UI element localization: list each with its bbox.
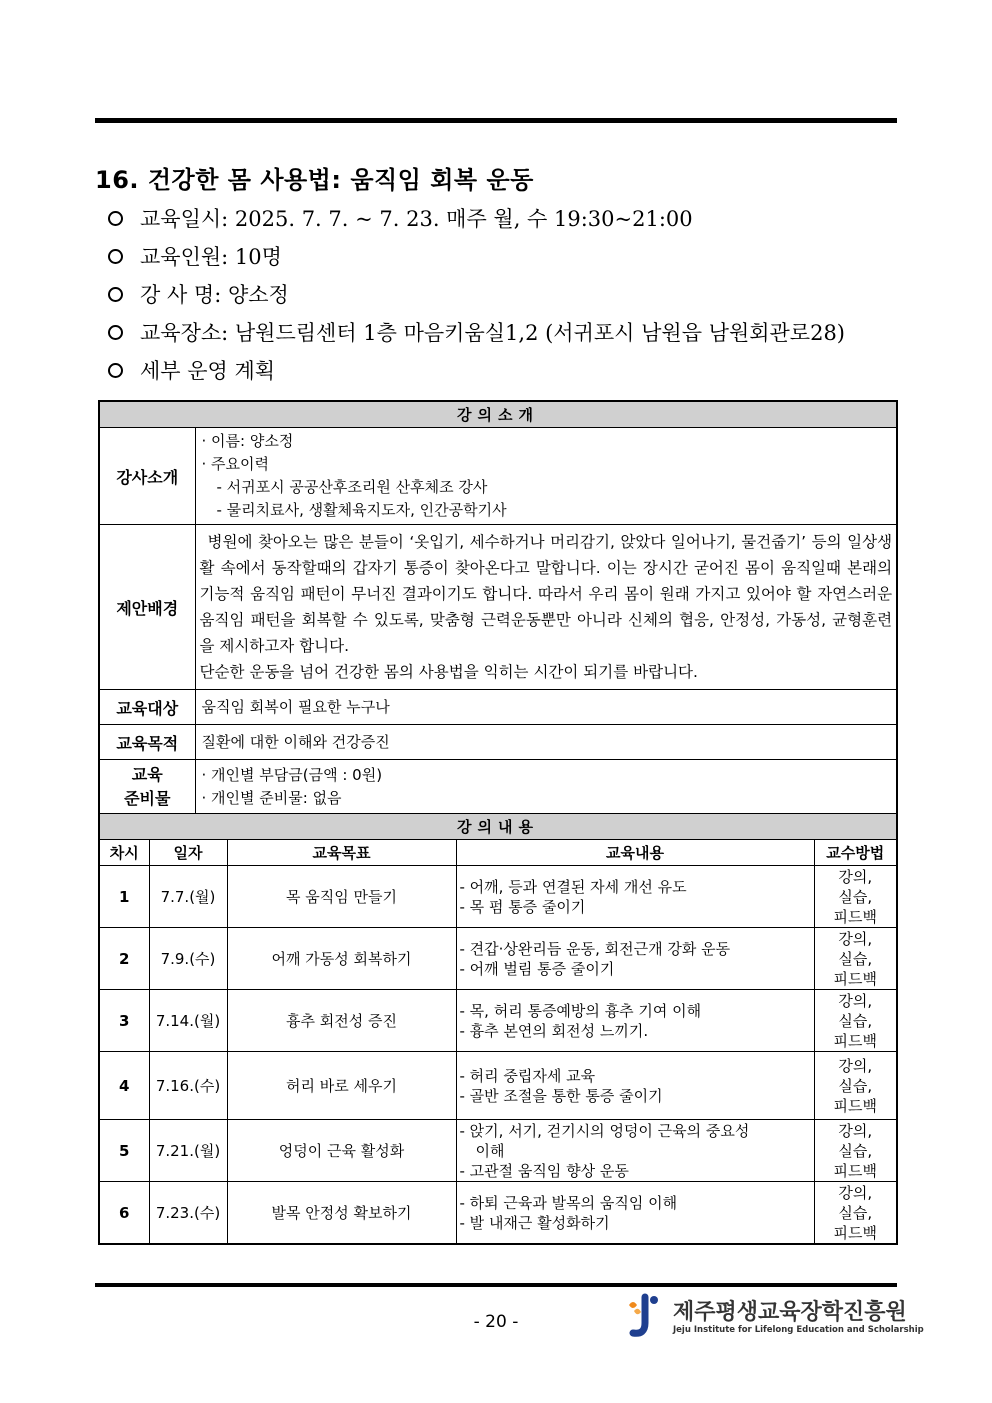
content-line: - 발 내재근 활성화하기: [459, 1213, 610, 1232]
method-line: 피드백: [833, 1161, 878, 1180]
method-line: 실습,: [838, 887, 873, 906]
session-content: [456, 1182, 814, 1245]
method-line: 피드백: [833, 907, 878, 926]
content-line: - 앉기, 서기, 걷기시의 엉덩이 근육의 중요성: [459, 1121, 750, 1140]
session-row: [99, 990, 897, 1052]
session-number: 5: [99, 1120, 149, 1182]
session-content: [456, 928, 814, 990]
session-row: [99, 928, 897, 990]
content-line: - 어깨, 등과 연결된 자세 개선 유도: [459, 877, 687, 896]
lecture-plan-table: [98, 400, 898, 1245]
prep-label: 교육 준비물: [99, 760, 195, 814]
session-rows: [99, 866, 897, 1245]
content-line: - 흉추 본연의 회전성 느끼기.: [459, 1021, 649, 1040]
session-number: 2: [99, 928, 149, 990]
session-content: [456, 1120, 814, 1182]
session-number: 1: [99, 866, 149, 928]
method-line: 강의,: [838, 1183, 873, 1202]
session-date: 7.7.(월): [149, 866, 227, 928]
session-date: 7.16.(수): [149, 1052, 227, 1120]
session-method: [814, 928, 897, 990]
content-line: - 목 펌 통증 줄이기: [459, 897, 586, 916]
top-rule: [95, 118, 897, 123]
instructor-label: 강사소개: [99, 428, 195, 525]
circle-bullet-icon: [108, 249, 123, 264]
session-goal: 목 움직임 만들기: [227, 866, 456, 928]
method-line: 피드백: [833, 1031, 878, 1050]
session-method: [814, 1052, 897, 1120]
logo-name-english: Jeju Institute for Lifelong Education and Scholarship: [673, 1325, 924, 1335]
bullet-schedule: 교육일시: 2025. 7. 7. ~ 7. 23. 매주 월, 수 19:30~21:00: [108, 204, 845, 242]
purpose-value: 질환에 대한 이해와 건강증진: [195, 725, 897, 760]
purpose-label: 교육목적: [99, 725, 195, 760]
bullet-instructor: 강 사 명: 양소정: [108, 280, 845, 318]
method-line: 실습,: [838, 1011, 873, 1030]
content-line: - 목, 허리 통증예방의 흉추 기여 이해: [459, 1001, 702, 1020]
method-line: 피드백: [833, 1223, 878, 1242]
bullet-capacity: 교육인원: 10명: [108, 242, 845, 280]
intro-band: 강의소개: [99, 401, 897, 428]
session-method: [814, 866, 897, 928]
prep-info: · 개인별 부담금(금액 : 0원) · 개인별 준비물: 없음: [195, 760, 897, 814]
session-row: [99, 1120, 897, 1182]
session-content: [456, 1052, 814, 1120]
target-value: 움직임 회복이 필요한 누구나: [195, 690, 897, 725]
session-goal: 흉추 회전성 증진: [227, 990, 456, 1052]
circle-bullet-icon: [108, 325, 123, 340]
col-header-session: 차시: [99, 840, 149, 866]
content-line: - 골반 조절을 통한 통증 줄이기: [459, 1086, 663, 1105]
session-content: [456, 990, 814, 1052]
session-row: [99, 866, 897, 928]
circle-bullet-icon: [108, 287, 123, 302]
circle-bullet-icon: [108, 363, 123, 378]
session-goal: 어깨 가동성 회복하기: [227, 928, 456, 990]
session-number: 4: [99, 1052, 149, 1120]
session-goal: 발목 안정성 확보하기: [227, 1182, 456, 1245]
bottom-rule: [95, 1283, 897, 1287]
content-line: - 견갑·상완리듬 운동, 회전근개 강화 운동: [459, 939, 731, 958]
background-label: 제안배경: [99, 525, 195, 690]
section-title: 16. 건강한 몸 사용법: 움직임 회복 운동: [95, 166, 534, 194]
page-number: - 20 -: [473, 1312, 519, 1332]
col-header-content: 교육내용: [456, 840, 814, 866]
session-date: 7.21.(월): [149, 1120, 227, 1182]
col-header-method: 교수방법: [814, 840, 897, 866]
footer-logo: [625, 1293, 924, 1343]
session-method: [814, 990, 897, 1052]
session-row: [99, 1052, 897, 1120]
method-line: 피드백: [833, 1096, 878, 1115]
session-goal: 허리 바로 세우기: [227, 1052, 456, 1120]
session-method: [814, 1182, 897, 1245]
method-line: 강의,: [838, 867, 873, 886]
info-bullets: [108, 204, 845, 394]
method-line: 강의,: [838, 1121, 873, 1140]
col-header-goal: 교육목표: [227, 840, 456, 866]
target-label: 교육대상: [99, 690, 195, 725]
method-line: 강의,: [838, 929, 873, 948]
session-method: [814, 1120, 897, 1182]
bullet-plan: 세부 운영 계획: [108, 356, 845, 394]
session-number: 3: [99, 990, 149, 1052]
session-date: 7.9.(수): [149, 928, 227, 990]
method-line: 피드백: [833, 969, 878, 988]
session-date: 7.14.(월): [149, 990, 227, 1052]
session-goal: 엉덩이 근육 활성화: [227, 1120, 456, 1182]
content-line: - 하퇴 근육과 발목의 움직임 이해: [459, 1193, 678, 1212]
content-band: 강의내용: [99, 814, 897, 840]
session-date: 7.23.(수): [149, 1182, 227, 1245]
session-row: [99, 1182, 897, 1245]
content-line: 이해: [475, 1141, 505, 1160]
method-line: 실습,: [838, 1203, 873, 1222]
method-line: 실습,: [838, 949, 873, 968]
session-content: [456, 866, 814, 928]
logo-name-korean: 제주평생교육장학진흥원: [673, 1300, 907, 1325]
bullet-location: 교육장소: 남원드림센터 1층 마음키움실1,2 (서귀포시 남원읍 남원회관로28): [108, 318, 845, 356]
content-line: - 고관절 움직임 향상 운동: [459, 1161, 629, 1180]
col-header-date: 일자: [149, 840, 227, 866]
circle-bullet-icon: [108, 211, 123, 226]
content-line: - 어깨 벌림 통증 줄이기: [459, 959, 615, 978]
method-line: 실습,: [838, 1076, 873, 1095]
session-number: 6: [99, 1182, 149, 1245]
background-text: 병원에 찾아오는 많은 분들이 ‘옷입기, 세수하거나 머리감기, 앉았다 일어나기, 물건줍기’ 등의 일상생활 속에서 동작할때의 갑자기 통증이 찾아온다고 말합니다. 이는 장시간 굳어진 몸이 움직일때 본래의 기능적 움직임 패턴이 무너진 결과이기도 합니다. 따라서 우리 몸이 원래 가지고 있어야 할 자연스러운 움직임 패턴을 회복할 수 있도록, 맞춤형 근력운동뿐만 아니라 신체의 협응, 안정성, 가동성, 균형훈련을 제시하고자 합니다. 단순한 운동을 넘어 건강한 몸의 사용법을 익히는 시간이 되기를 바랍니다.: [195, 525, 897, 690]
method-line: 실습,: [838, 1141, 873, 1160]
instructor-info: · 이름: 양소정 · 주요이력 - 서귀포시 공공산후조리원 산후체조 강사 - 물리치료사, 생활체육지도자, 인간공학기사: [195, 428, 897, 525]
method-line: 강의,: [838, 1056, 873, 1075]
method-line: 강의,: [838, 991, 873, 1010]
content-line: - 허리 중립자세 교육: [459, 1066, 596, 1085]
institute-logo-icon: [625, 1293, 665, 1339]
